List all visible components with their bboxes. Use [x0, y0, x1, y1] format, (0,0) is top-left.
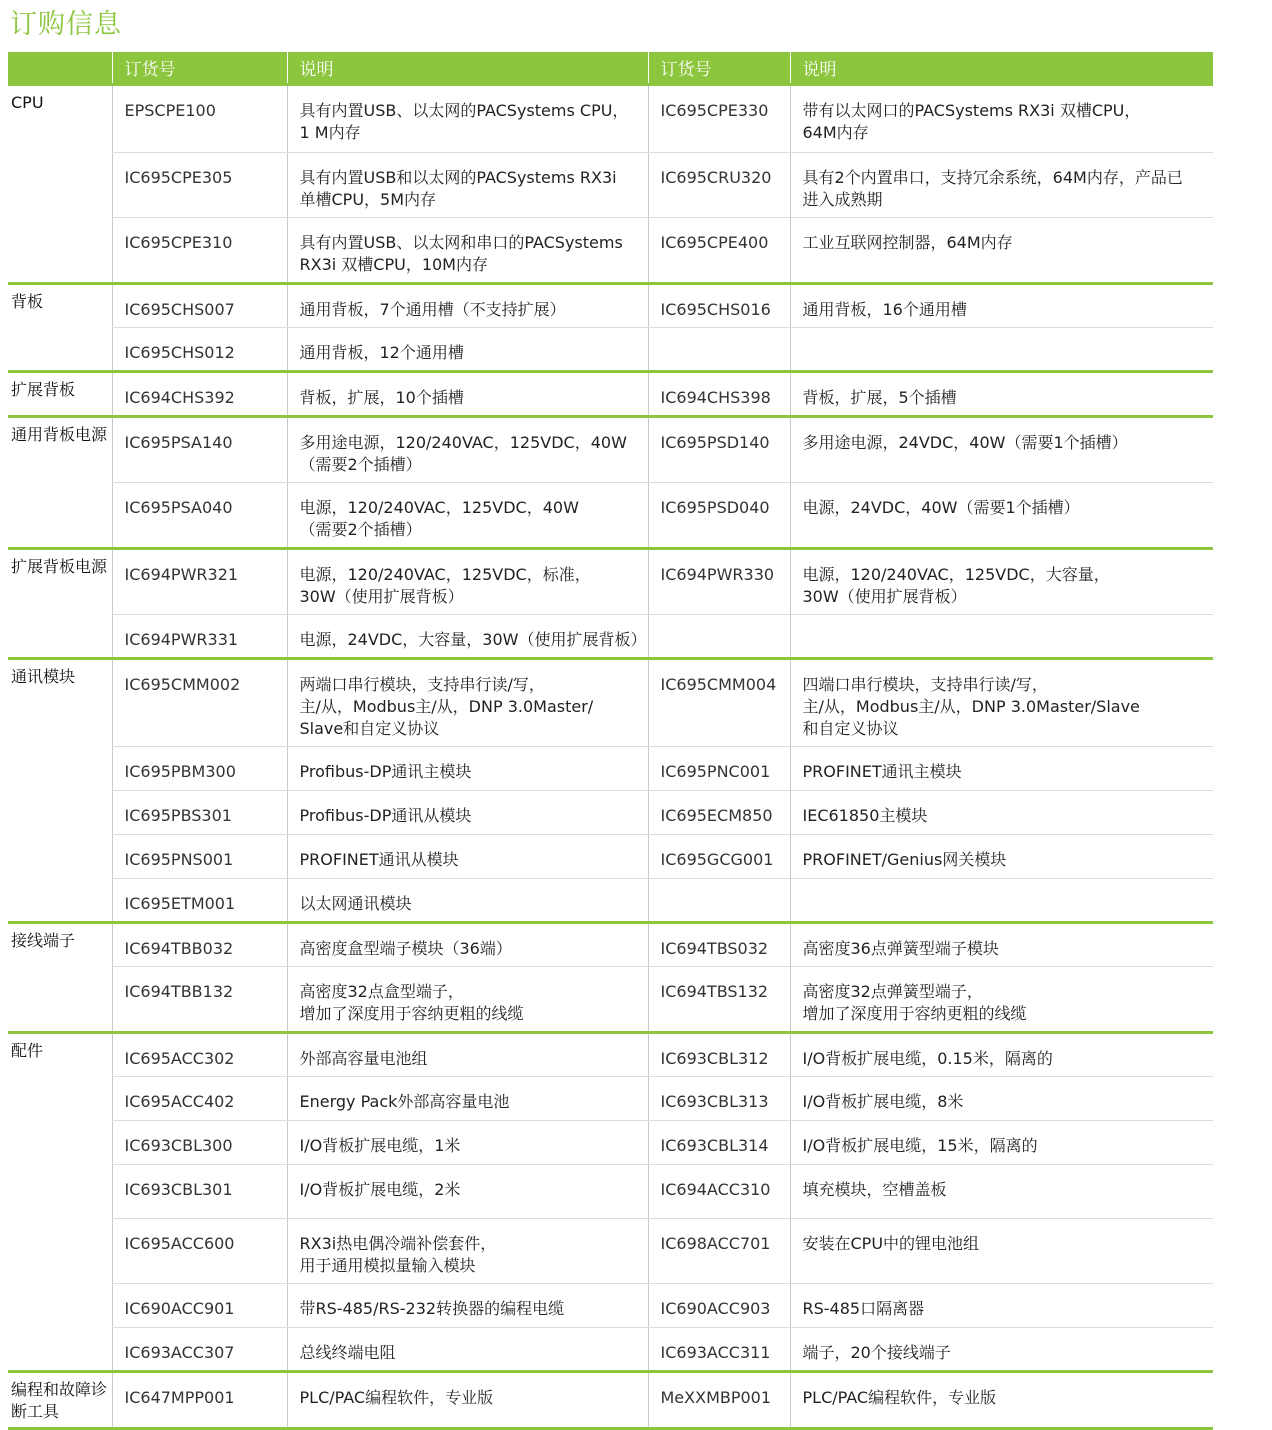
table-row [8, 1284, 1213, 1328]
order-number-cell: IC693CBL313 [648, 1077, 790, 1121]
header-order-number-2: 订货号 [648, 52, 790, 85]
description-cell: 高密度32点盒型端子， 增加了深度用于容纳更粗的线缆 [287, 967, 648, 1033]
order-number-cell: IC695CPE400 [648, 218, 790, 284]
order-number-cell: EPSCPE100 [112, 85, 287, 153]
order-number-cell: IC690ACC903 [648, 1284, 790, 1328]
header-order-number-1: 订货号 [112, 52, 287, 85]
description-cell: 背板，扩展，5个插槽 [790, 372, 1213, 417]
order-number-cell: IC695ETM001 [112, 879, 287, 923]
header-description-2: 说明 [790, 52, 1213, 85]
table-row [8, 879, 1213, 923]
description-cell: RS-485口隔离器 [790, 1284, 1213, 1328]
table-row [8, 1372, 1213, 1429]
table-row [8, 659, 1213, 747]
order-number-cell: IC695ECM850 [648, 791, 790, 835]
description-cell [790, 328, 1213, 372]
description-cell: PROFINET通讯主模块 [790, 747, 1213, 791]
order-number-cell: IC695ACC600 [112, 1219, 287, 1284]
order-number-cell: IC694CHS398 [648, 372, 790, 417]
table-row [8, 1219, 1213, 1284]
order-number-cell: IC694PWR321 [112, 549, 287, 615]
description-cell: PROFINET通讯从模块 [287, 835, 648, 879]
category-label: 扩展背板 [8, 372, 112, 417]
description-cell: 高密度36点弹簧型端子模块 [790, 923, 1213, 967]
category-label: 接线端子 [8, 923, 112, 1033]
order-number-cell: IC695PBM300 [112, 747, 287, 791]
description-cell: 高密度盒型端子模块（36端） [287, 923, 648, 967]
description-cell: 具有内置USB和以太网的PACSystems RX3i 单槽CPU，5M内存 [287, 153, 648, 218]
category-label: 扩展背板电源 [8, 549, 112, 659]
order-number-cell: IC694PWR331 [112, 615, 287, 659]
description-cell: 电源，120/240VAC，125VDC，大容量， 30W（使用扩展背板） [790, 549, 1213, 615]
table-row [8, 835, 1213, 879]
order-number-cell: IC693ACC307 [112, 1328, 287, 1372]
description-cell: 四端口串行模块，支持串行读/写， 主/从，Modbus主/从，DNP 3.0Master/Slave 和自定义协议 [790, 659, 1213, 747]
table-row [8, 549, 1213, 615]
order-number-cell: IC695CPE330 [648, 85, 790, 153]
order-number-cell: IC693CBL314 [648, 1121, 790, 1165]
description-cell: IEC61850主模块 [790, 791, 1213, 835]
order-number-cell: IC694PWR330 [648, 549, 790, 615]
order-number-cell [648, 615, 790, 659]
description-cell: PLC/PAC编程软件，专业版 [790, 1372, 1213, 1429]
description-cell: 高密度32点弹簧型端子， 增加了深度用于容纳更粗的线缆 [790, 967, 1213, 1033]
description-cell: I/O背板扩展电缆，1米 [287, 1121, 648, 1165]
order-number-cell [648, 328, 790, 372]
table-body [8, 85, 1213, 1429]
order-number-cell: IC693ACC311 [648, 1328, 790, 1372]
order-number-cell: IC695ACC302 [112, 1033, 287, 1077]
description-cell: 通用背板，12个通用槽 [287, 328, 648, 372]
description-cell: 具有2个内置串口，支持冗余系统，64M内存，产品已 进入成熟期 [790, 153, 1213, 218]
table-row [8, 1165, 1213, 1219]
table-row [8, 372, 1213, 417]
description-cell: I/O背板扩展电缆，15米，隔离的 [790, 1121, 1213, 1165]
order-number-cell: IC694ACC310 [648, 1165, 790, 1219]
table-row [8, 1328, 1213, 1372]
order-number-cell: IC647MPP001 [112, 1372, 287, 1429]
category-label: 配件 [8, 1033, 112, 1372]
description-cell: 背板，扩展，10个插槽 [287, 372, 648, 417]
description-cell: 电源，120/240VAC，125VDC，标准， 30W（使用扩展背板） [287, 549, 648, 615]
order-number-cell: IC695CHS016 [648, 284, 790, 328]
category-label: 编程和故障诊断工具 [8, 1372, 112, 1429]
order-number-cell: IC695ACC402 [112, 1077, 287, 1121]
order-number-cell: IC695PNC001 [648, 747, 790, 791]
order-number-cell: IC693CBL300 [112, 1121, 287, 1165]
description-cell: I/O背板扩展电缆，2米 [287, 1165, 648, 1219]
table-row [8, 218, 1213, 284]
table-row [8, 615, 1213, 659]
order-number-cell: IC695PSD140 [648, 417, 790, 483]
table-row [8, 328, 1213, 372]
table-row [8, 923, 1213, 967]
order-number-cell: IC693CBL301 [112, 1165, 287, 1219]
description-cell: 两端口串行模块，支持串行读/写， 主/从，Modbus主/从，DNP 3.0Master/ Slave和自定义协议 [287, 659, 648, 747]
description-cell: PROFINET/Genius网关模块 [790, 835, 1213, 879]
description-cell: 电源，24VDC，40W（需要1个插槽） [790, 483, 1213, 549]
description-cell: 外部高容量电池组 [287, 1033, 648, 1077]
category-label: 背板 [8, 284, 112, 372]
table-row [8, 85, 1213, 153]
description-cell: 电源，120/240VAC，125VDC，40W （需要2个插槽） [287, 483, 648, 549]
description-cell: RX3i热电偶冷端补偿套件， 用于通用模拟量输入模块 [287, 1219, 648, 1284]
order-number-cell: IC698ACC701 [648, 1219, 790, 1284]
description-cell: 带有以太网口的PACSystems RX3i 双槽CPU， 64M内存 [790, 85, 1213, 153]
description-cell: 具有内置USB、以太网和串口的PACSystems RX3i 双槽CPU，10M内存 [287, 218, 648, 284]
order-number-cell: IC695PNS001 [112, 835, 287, 879]
description-cell: 以太网通讯模块 [287, 879, 648, 923]
description-cell: 具有内置USB、以太网的PACSystems CPU， 1 M内存 [287, 85, 648, 153]
table-row [8, 747, 1213, 791]
table-row [8, 1077, 1213, 1121]
description-cell: 工业互联网控制器，64M内存 [790, 218, 1213, 284]
order-number-cell: IC695PSA040 [112, 483, 287, 549]
description-cell: 带RS-485/RS-232转换器的编程电缆 [287, 1284, 648, 1328]
page-title: 订购信息 [10, 9, 122, 40]
order-number-cell: IC695CRU320 [648, 153, 790, 218]
order-number-cell [648, 879, 790, 923]
description-cell: 多用途电源，24VDC，40W（需要1个插槽） [790, 417, 1213, 483]
order-number-cell: IC695GCG001 [648, 835, 790, 879]
order-number-cell: IC694TBS132 [648, 967, 790, 1033]
description-cell: Profibus-DP通讯主模块 [287, 747, 648, 791]
description-cell: 通用背板，7个通用槽（不支持扩展） [287, 284, 648, 328]
order-number-cell: IC690ACC901 [112, 1284, 287, 1328]
order-number-cell: IC695CHS007 [112, 284, 287, 328]
table-row [8, 1033, 1213, 1077]
header-description-1: 说明 [287, 52, 648, 85]
order-number-cell: IC695PBS301 [112, 791, 287, 835]
order-number-cell: IC695CPE310 [112, 218, 287, 284]
order-number-cell: IC694TBB032 [112, 923, 287, 967]
table-row [8, 153, 1213, 218]
table-row [8, 417, 1213, 483]
description-cell [790, 615, 1213, 659]
order-number-cell: IC695CMM004 [648, 659, 790, 747]
category-label: 通用背板电源 [8, 417, 112, 549]
ordering-table [8, 52, 1213, 1430]
description-cell: Profibus-DP通讯从模块 [287, 791, 648, 835]
description-cell: 安装在CPU中的锂电池组 [790, 1219, 1213, 1284]
description-cell [790, 879, 1213, 923]
description-cell: Energy Pack外部高容量电池 [287, 1077, 648, 1121]
table-row [8, 284, 1213, 328]
order-number-cell: IC695PSD040 [648, 483, 790, 549]
order-number-cell: IC695CHS012 [112, 328, 287, 372]
description-cell: 通用背板，16个通用槽 [790, 284, 1213, 328]
order-number-cell: IC695PSA140 [112, 417, 287, 483]
header-category [8, 52, 112, 85]
order-number-cell: IC695CMM002 [112, 659, 287, 747]
category-label: CPU [8, 85, 112, 284]
description-cell: PLC/PAC编程软件，专业版 [287, 1372, 648, 1429]
description-cell: 端子，20个接线端子 [790, 1328, 1213, 1372]
category-label: 通讯模块 [8, 659, 112, 923]
description-cell: 填充模块，空槽盖板 [790, 1165, 1213, 1219]
order-number-cell: IC694CHS392 [112, 372, 287, 417]
description-cell: I/O背板扩展电缆，8米 [790, 1077, 1213, 1121]
order-number-cell: IC695CPE305 [112, 153, 287, 218]
description-cell: 电源，24VDC，大容量，30W（使用扩展背板） [287, 615, 648, 659]
description-cell: 总线终端电阻 [287, 1328, 648, 1372]
table-header-row [8, 52, 1213, 85]
order-number-cell: MeXXMBP001 [648, 1372, 790, 1429]
order-number-cell: IC694TBS032 [648, 923, 790, 967]
table-row [8, 483, 1213, 549]
table-row [8, 791, 1213, 835]
description-cell: 多用途电源，120/240VAC，125VDC，40W （需要2个插槽） [287, 417, 648, 483]
description-cell: I/O背板扩展电缆，0.15米，隔离的 [790, 1033, 1213, 1077]
table-row [8, 967, 1213, 1033]
order-number-cell: IC694TBB132 [112, 967, 287, 1033]
order-number-cell: IC693CBL312 [648, 1033, 790, 1077]
table-row [8, 1121, 1213, 1165]
